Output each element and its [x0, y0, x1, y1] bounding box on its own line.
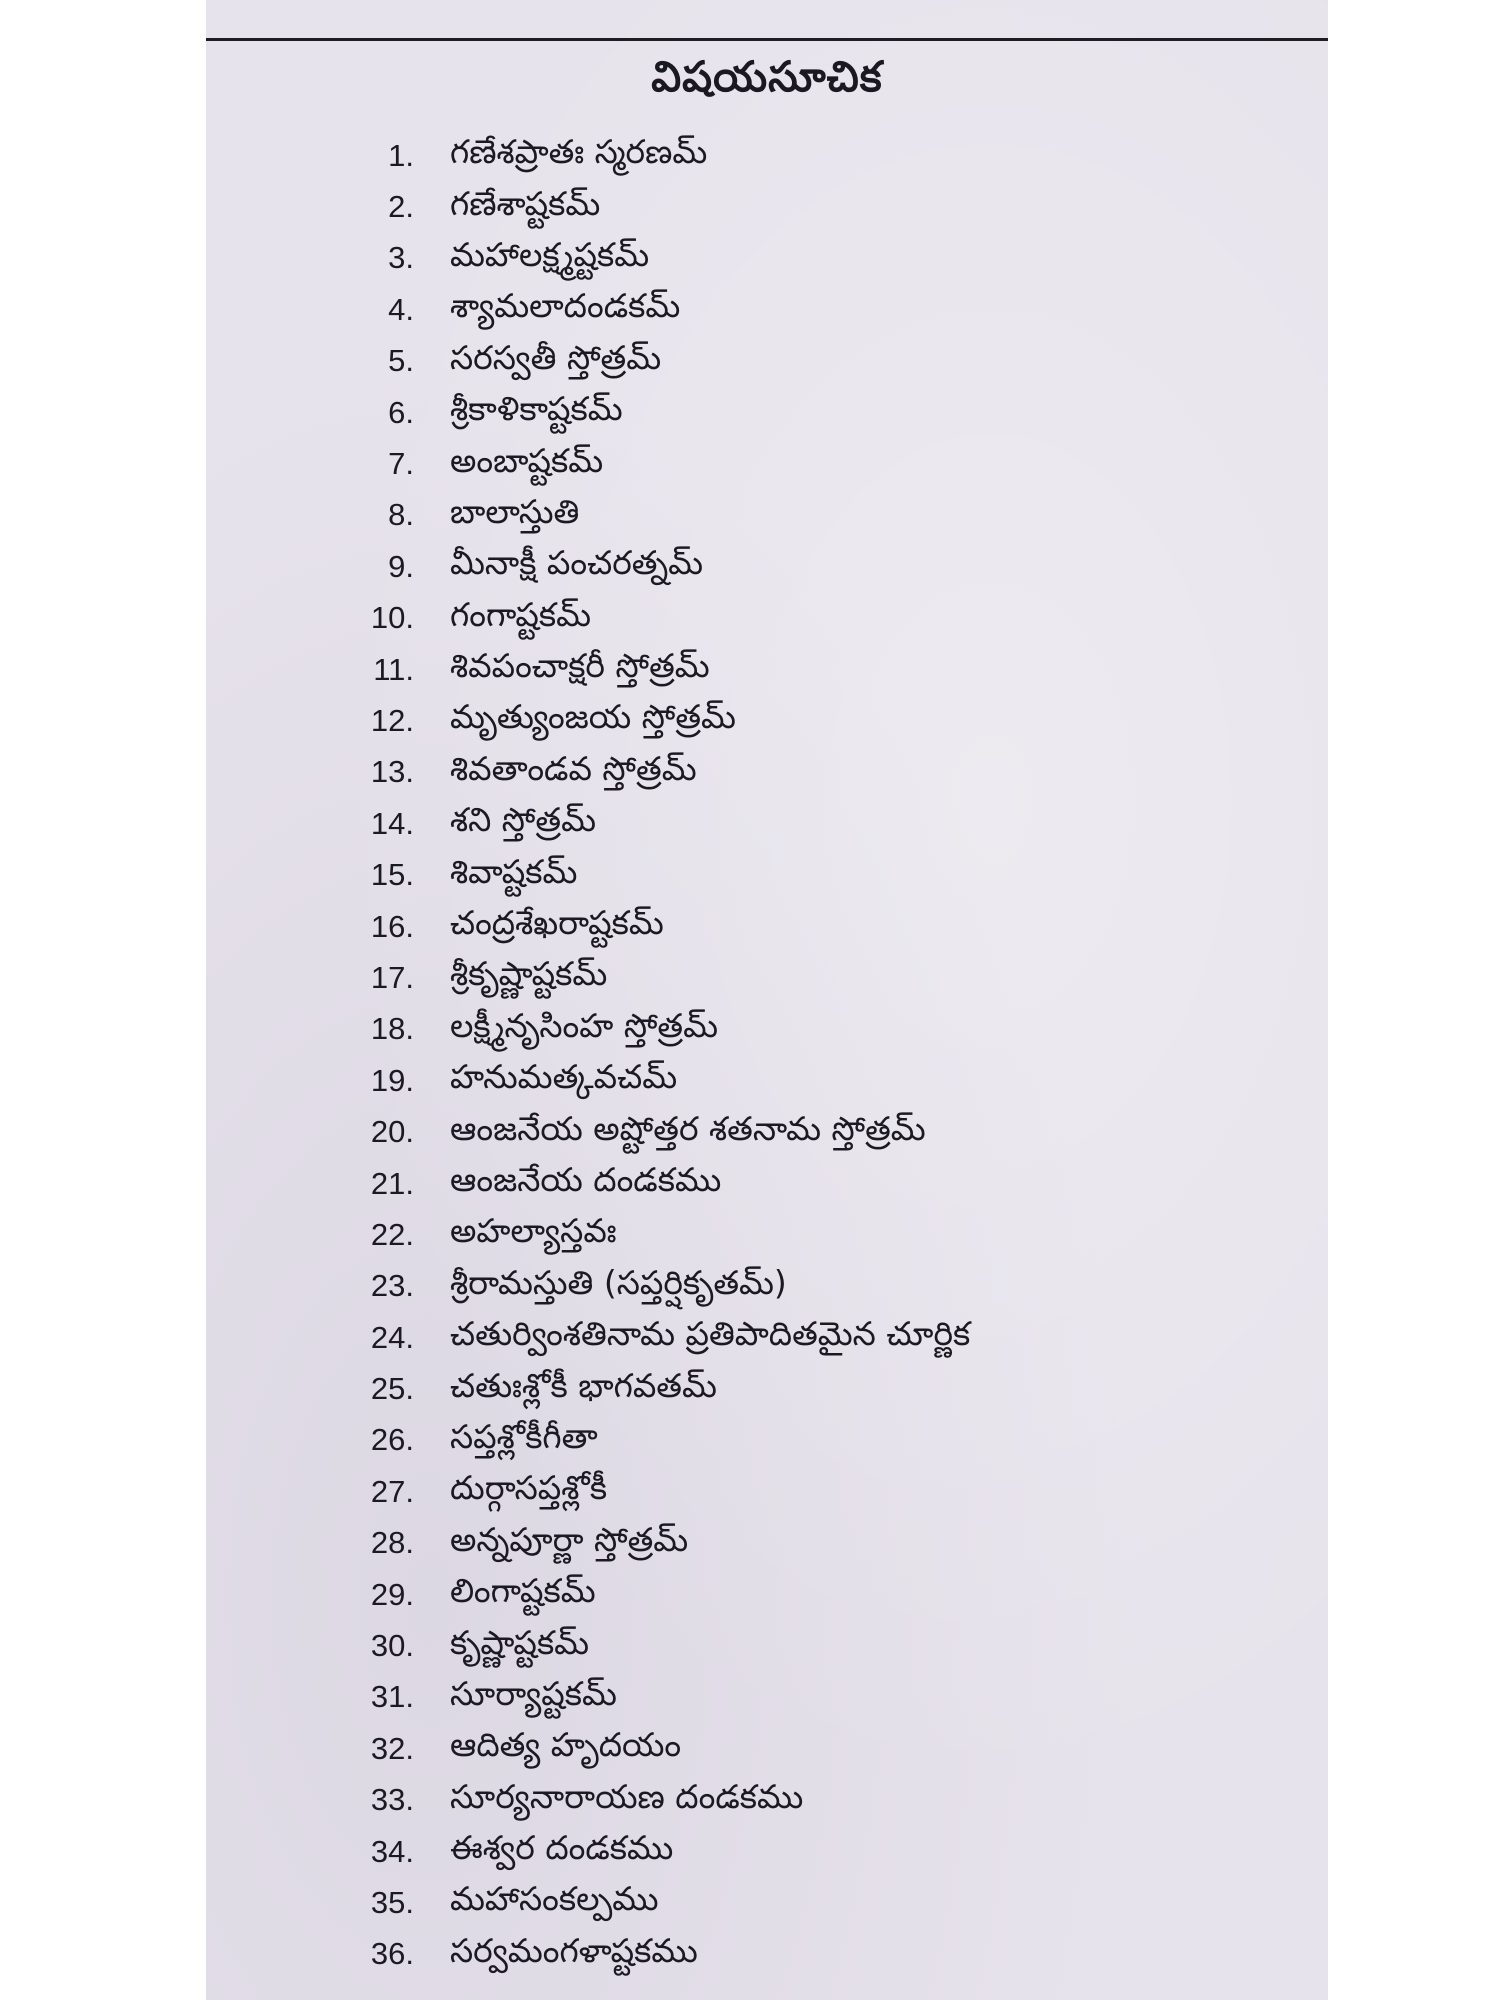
toc-entry-title: సూర్యాష్టకమ్ [450, 1673, 617, 1713]
toc-entry-number: 15. [370, 857, 414, 893]
toc-entry-title: సప్తశ్లోకీగీతా [450, 1416, 598, 1456]
toc-entry-number: 1. [388, 137, 414, 173]
toc-entry-title: శని స్తోత్రమ్ [450, 800, 596, 840]
toc-entry [356, 387, 970, 438]
toc-entry-title: శ్రీకృష్ణాష్టకమ్ [450, 954, 608, 994]
toc-entry-title: హనుమత్కవచమ్ [450, 1057, 678, 1097]
toc-entry [356, 181, 970, 232]
toc-entry-number: 29. [370, 1576, 414, 1612]
toc-entry-title: లక్ష్మీనృసింహ స్తోత్రమ్ [450, 1005, 719, 1045]
toc-entry [356, 849, 970, 900]
toc-entry-title: మహాలక్ష్మష్టకమ్ [450, 234, 650, 274]
toc-entry-title: చతుర్వింశతినామ ప్రతిపాదితమైన చూర్ణిక [450, 1314, 971, 1354]
toc-entry-title: శ్యామలాదండకమ్ [450, 286, 681, 326]
toc-entry [356, 1209, 970, 1260]
toc-entry-title: మృత్యుంజయ స్తోత్రమ్ [450, 697, 736, 737]
toc-entry-number: 9. [388, 548, 414, 584]
toc-entry [356, 1826, 970, 1877]
toc-entry-title: అన్నపూర్ణా స్తోత్రమ్ [450, 1519, 689, 1559]
toc-entry-number: 30. [370, 1628, 414, 1664]
table-of-contents [356, 130, 970, 1980]
toc-entry-title: ఆంజనేయ దండకము [450, 1160, 722, 1199]
toc-entry [356, 1415, 970, 1466]
toc-entry-title: కృష్ణాష్టకమ్ [450, 1622, 590, 1662]
toc-entry-title: సరస్వతీ స్తోత్రమ్ [450, 337, 662, 377]
toc-entry [356, 593, 970, 644]
toc-entry-number: 4. [388, 291, 414, 327]
toc-entry-number: 11. [373, 651, 414, 687]
toc-entry [356, 1620, 970, 1671]
toc-entry-number: 8. [388, 497, 414, 533]
toc-entry-number: 3. [388, 240, 414, 276]
toc-entry-number: 35. [370, 1884, 414, 1920]
toc-entry-title: మీనాక్షీ పంచరత్నమ్ [450, 543, 704, 583]
toc-entry-title: చంద్రశేఖరాష్టకమ్ [450, 903, 664, 943]
toc-entry-title: బాలాస్తుతి [450, 491, 580, 531]
toc-entry [356, 1106, 970, 1157]
toc-entry-number: 13. [370, 754, 414, 790]
toc-entry-title: ఆదిత్య హృదయం [450, 1725, 682, 1765]
toc-entry-number: 25. [370, 1371, 414, 1407]
toc-entry [356, 1723, 970, 1774]
toc-entry [356, 1518, 970, 1569]
toc-entry-title: ఆంజనేయ అష్టోత్తర శతనామ స్తోత్రమ్ [450, 1108, 926, 1148]
toc-entry [356, 541, 970, 592]
toc-entry-title: శివపంచాక్షరీ స్తోత్రమ్ [450, 646, 710, 686]
toc-entry [356, 1261, 970, 1312]
toc-entry-title: ఈశ్వర దండకము [450, 1828, 674, 1868]
toc-entry-number: 5. [388, 343, 414, 379]
toc-entry-title: లింగాష్టకమ్ [450, 1571, 596, 1611]
toc-entry [356, 1055, 970, 1106]
toc-entry-number: 20. [370, 1114, 414, 1150]
toc-entry [356, 336, 970, 387]
toc-entry-number: 14. [370, 805, 414, 841]
toc-entry-number: 21. [370, 1165, 414, 1201]
toc-entry-title: శివాష్టకమ్ [450, 851, 578, 891]
toc-entry-number: 22. [370, 1216, 414, 1252]
toc-entry [356, 1158, 970, 1209]
toc-entry-number: 17. [370, 959, 414, 995]
toc-entry-number: 23. [370, 1268, 414, 1304]
toc-entry-title: గంగాష్టకమ్ [450, 594, 592, 634]
toc-entry-number: 24. [370, 1319, 414, 1355]
page-title: విషయసూచిక [651, 52, 883, 101]
toc-entry [356, 952, 970, 1003]
toc-entry-number: 34. [370, 1833, 414, 1869]
toc-entry [356, 1877, 970, 1928]
toc-entry-title: సూర్యనారాయణ దండకము [450, 1776, 804, 1816]
toc-entry [356, 1775, 970, 1826]
toc-entry [356, 901, 970, 952]
toc-entry [356, 695, 970, 746]
toc-entry-title: గణేశప్రాతః స్మరణమ్ [450, 132, 708, 172]
toc-entry-number: 26. [370, 1422, 414, 1458]
toc-entry-number: 36. [370, 1936, 414, 1972]
toc-entry [356, 130, 970, 181]
toc-entry-title: సర్వమంగళాష్టకము [450, 1930, 698, 1970]
toc-entry [356, 1672, 970, 1723]
toc-entry-title: గణేశాష్టకమ్ [450, 183, 601, 223]
toc-entry [356, 1569, 970, 1620]
toc-entry [356, 1004, 970, 1055]
toc-entry [356, 644, 970, 695]
toc-entry [356, 1363, 970, 1414]
toc-entry [356, 438, 970, 489]
toc-entry-title: దుర్గాసప్తశ్లోకీ [450, 1468, 608, 1508]
toc-entry-title: మహాసంకల్పము [450, 1879, 659, 1919]
toc-entry-number: 32. [370, 1730, 414, 1766]
toc-entry-number: 10. [370, 600, 414, 636]
toc-entry-number: 12. [370, 702, 414, 738]
toc-entry-title: శ్రీరామస్తుతి (సప్తర్షికృతమ్) [450, 1262, 787, 1302]
toc-entry-number: 18. [370, 1011, 414, 1047]
toc-entry-number: 6. [388, 394, 414, 430]
toc-entry [356, 1312, 970, 1363]
toc-entry-number: 19. [370, 1062, 414, 1098]
scanned-page [206, 0, 1328, 2000]
toc-entry-number: 27. [370, 1473, 414, 1509]
toc-entry-number: 31. [370, 1679, 414, 1715]
toc-entry-title: శివతాండవ స్తోత్రమ్ [450, 748, 697, 788]
toc-entry-title: చతుఃశ్లోకీ భాగవతమ్ [450, 1365, 717, 1405]
toc-entry [356, 490, 970, 541]
toc-entry-number: 2. [388, 189, 414, 225]
toc-entry [356, 233, 970, 284]
toc-entry-number: 33. [370, 1782, 414, 1818]
toc-entry-title: అంబాష్టకమ్ [450, 440, 604, 480]
toc-entry-number: 16. [370, 908, 414, 944]
toc-entry [356, 284, 970, 335]
top-rule [206, 38, 1328, 41]
toc-entry [356, 798, 970, 849]
toc-entry-number: 7. [388, 446, 414, 482]
toc-entry-title: శ్రీకాళికాష్టకమ్ [450, 389, 623, 429]
toc-entry-title: అహల్యాస్తవః [450, 1211, 617, 1251]
toc-entry [356, 747, 970, 798]
toc-entry-number: 28. [370, 1525, 414, 1561]
toc-entry [356, 1929, 970, 1980]
toc-entry [356, 1466, 970, 1517]
